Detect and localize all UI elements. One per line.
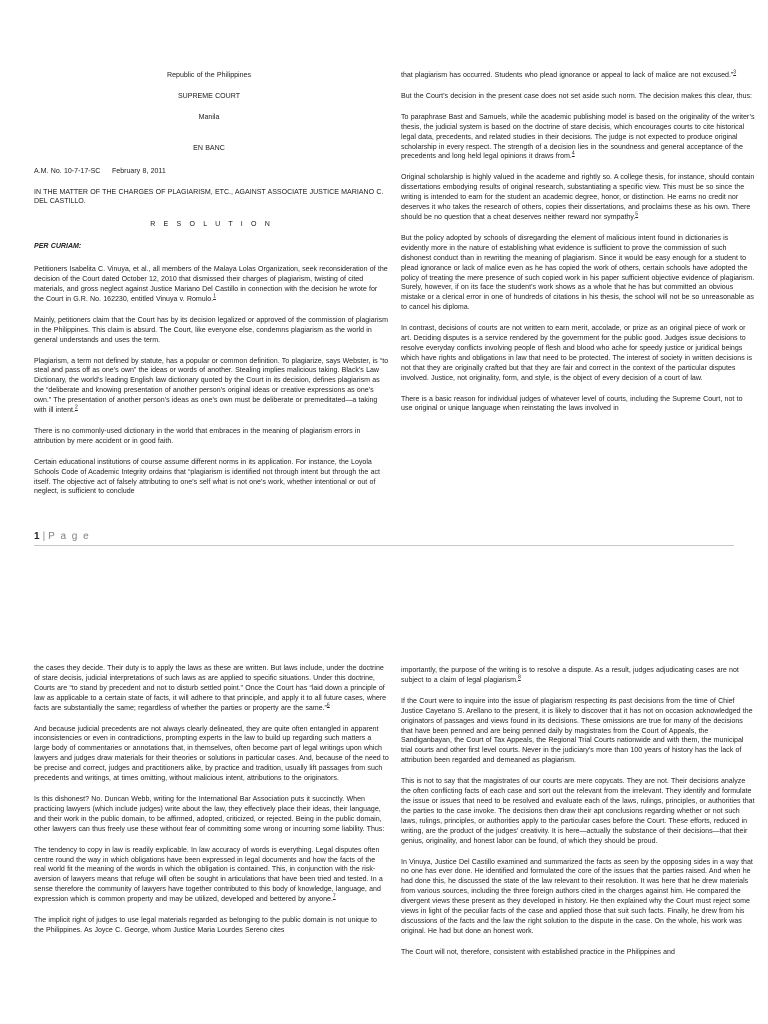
footnote-ref[interactable]: 7 [332, 893, 336, 900]
page2-left-column [34, 664, 389, 947]
footnote-ref[interactable]: 1 [213, 293, 216, 300]
paragraph: The Court will not, therefore, consistent with established practice in the Philippines and [401, 948, 675, 956]
resolution-heading: R E S O L U T I O N [150, 221, 273, 229]
page-number-value: 1 [34, 531, 40, 542]
paragraph: And because judicial precedents are not always clearly delineated, they are quite often entangled in apparent inconsistencies or even in contradictions, prompting experts in the law to build up regarding such matters a large body of commentaries or annotations that, in themselves, often become part of legal writings upon which lawyers and judges draw materials for their theories or solutions in particular cases. And, because of the need to be precise and correct, judges and practitioners alike, by practice and tradition, usually lift passages from such precedents and writings, at times omitting, without malicious intent, attributions to the originators. [34, 725, 389, 783]
paragraph: The implicit right of judges to use legal materials regarded as belonging to the public domain is not unique to the Philippines. As Joyce C. George, whom Justice Maria Lourdes Sereno cites [34, 917, 377, 934]
decision-date: February 8, 2011 [112, 167, 166, 175]
court-header [29, 71, 389, 154]
paragraph: Petitioners Isabelita C. Vinuya, et al., all members of the Malaya Lolas Organization, seek reconsideration of the decision of the Court dated October 12, 2010 that dismissed their charges of plagiarism, twisting of cited materials, and gross neglect against Justice Mariano Del Castillo in connection with the decision he wrote for the Court in G.R. No. 162230, entitled Vinuya v. Romulo.$^1$ [34, 266, 388, 303]
footnote-ref[interactable]: 6 [326, 702, 330, 709]
footnote-ref[interactable]: 4 [571, 151, 575, 158]
paragraph: There is no commonly-used dictionary in the world that embraces in the meaning of plagiarism errors in attribution by mere accident or in good faith. [34, 427, 361, 445]
am-number: A.M. No. 10-7-17-SC [34, 167, 101, 175]
footnote-ref[interactable]: 3 [733, 69, 737, 76]
page2-right-column [401, 666, 756, 969]
paragraph: Is this dishonest? No. Duncan Webb, writing for the International Bar Association puts it succinctly. When practicing lawyers (which include judges) write about the law, they effectively place their ideas, their language, and their work in the public domain, to be affirmed, adopted, criticized, or rejected. Being in the public domain, other lawyers can thus freely use these without fear of committing some wrong or incurring some liability. Thus: [34, 795, 385, 833]
paragraph: importantly, the purpose of the writing is to resolve a dispute. As a result, judges adjudicating cases are not subject to a claim of legal plagiarism.$^8$ [401, 667, 739, 684]
paragraph: To paraphrase Bast and Samuels, while the academic publishing model is based on the originality of the writer’s thesis, the judicial system is based on the doctrine of stare decisis, which encourages courts to cite historical legal data, precedents, and related studies in their decisions. The judge is not expected to produce original scholarship in every respect. The strength of a decision lies in the soundness and general acceptance of the precedents and long held legal opinions it draws from.$^4$ [401, 113, 755, 161]
division: EN BANC [193, 144, 225, 152]
paragraph: There is a basic reason for individual judges of whatever level of courts, including the Supreme Court, not to use original or unique language when reinstating the laws involved in [401, 395, 743, 413]
paragraph: The tendency to copy in law is readily explicable. In law accuracy of words is everything. Legal disputes often centre round the way in which obligations have been expressed in legal documents and how the facts of the real world fit the meaning of the words in which the obligation is contained. This, in conjunction with the risk-aversion of lawyers means that refuge will often be sought in articulations that have been tried and tested. In a sense therefore the community of lawyers have together contributed to this body of knowledge, language, and expression which is common property and may be utilized, developed and bettered by anyone.$^7$ [34, 846, 383, 904]
paragraph: If the Court were to inquire into the issue of plagiarism respecting its past decisions from the time of Chief Justice Cayetano S. Arellano to the present, it is likely to discover that it has not on occasion acknowledged the originators of passages and views found in its decisions. These omissions are true for many of the decisions that have been penned and are being penned daily by magistrates from the Court of Appeals, the Sandiganbayan, the Court of Tax Appeals, the Regional Trial Courts nationwide and with them, the municipal trial courts and other first level courts. Never in the judiciary’s more than 100 years of history has the lack of attribution been regarded and demeaned as plagiarism. [401, 697, 753, 765]
page-separator: | [42, 531, 46, 542]
paragraph: But the Court’s decision in the present case does not set aside such norm. The decision makes this clear, thus: [401, 92, 752, 100]
page1-right-column [401, 71, 756, 425]
paragraph: Mainly, petitioners claim that the Court has by its decision legalized or approved of the commission of plagiarism in the Philippines. This claim is absurd. The Court, like everyone else, condemns plagiarism as the world in general understands and uses the term. [34, 316, 388, 344]
page1-left-column [34, 71, 389, 508]
per-curiam: PER CURIAM: [34, 243, 82, 251]
paragraph: Original scholarship is highly valued in the academe and rightly so. A college thesis, for instance, should contain dissertations embodying results of original research, substantiating a specific view. This must be so since the writing is intended to earn for the student an academic degree, honor, or distinction. He earns no credit nor deserves it who takes the research of others, copies their dissertations, and proclaims these as his own. There should be no question that a cheat deserves neither reward nor sympathy.$^5$ [401, 174, 755, 221]
paragraph: the cases they decide. Their duty is to apply the laws as these are written. But laws include, under the doctrine of stare decisis, judicial interpretations of such laws as are applied to specific situations. Under this doctrine, Courts are “to stand by precedent and not to disturb settled point.” Once the Court has “laid down a principle of law as applicable to a certain state of facts, it will adhere to that principle, and apply it to all future cases, where facts are substantially the same; regardless of whether the parties or property are the same.”$^6$ [34, 665, 387, 712]
court-city: Manila [198, 113, 220, 121]
paragraph: that plagiarism has occurred. Students who plead ignorance or appeal to lack of malice are not excused.”$^3$ [401, 69, 737, 79]
footnote-ref[interactable]: 5 [635, 211, 639, 218]
paragraph: In Vinuya, Justice Del Castillo examined and summarized the facts as seen by the opposing sides in a way that no one has ever done. He identified and formulated the core of the issues that the parties raised. And when he had done this, he discussed the state of the law relevant to their resolution. It was here that he drew materials from various sources, including the three foreign authors cited in the charges against him. He compared the divergent views these present as they developed in history. He then explained why the Court must reject some views in light of the peculiar facts of the case and applied those that suit such facts. Finally, he drew from his discussions of the facts and the law the right solution to the dispute in the case. On the whole, his work was original. He had but done an honest work. [401, 858, 753, 935]
republic-line: Republic of the Philippines [167, 72, 251, 79]
footnote-ref[interactable]: 8 [517, 674, 521, 681]
page-number [34, 531, 90, 542]
paragraph: This is not to say that the magistrates of our courts are mere copycats. They are not. Their decisions analyze the often conflicting facts of each case and sort out the relevant from the irrelevant. They identify and formulate the issue or issues that need to be resolved and evaluate each of the laws, rulings, principles, or authorities that the parties to the case invoke. The decisions then draw their apt conclusions regarding whether or not such laws, rulings, principles, or authorities apply to the particular cases before the Court. These efforts, reduced in writing, are the product of the judges’ creativity. It is here—actually the substance of their decisions—that their genius, originality, and honest labor can be found, of which they should be proud. [401, 778, 755, 845]
page-label: P a g e [48, 531, 91, 542]
case-number-row [34, 167, 389, 177]
paragraph: But the policy adopted by schools of disregarding the element of malicious intent found in dictionaries is evidently more in the nature of establishing what evidence is sufficient to prove the commission of such dishonest conduct than in rewriting the meaning of plagiarism. Since it would be easy enough for a student to plead ignorance or lack of malice even as he has copied the work of others, certain schools have adopted the policy of treating the mere presence of such copied work in his paper sufficient objective evidence of plagiarism. Surely, however, if on its face the student’s work shows as a whole that he has but committed an obvious mistake or a clerical error in one of hundreds of citations in his thesis, the school will not be so unreasonable as to cancel his diploma. [401, 234, 755, 312]
court-name: SUPREME COURT [177, 92, 241, 100]
case-caption: IN THE MATTER OF THE CHARGES OF PLAGIARISM, ETC., AGAINST ASSOCIATE JUSTICE MARIANO C. DEL CASTILLO. [34, 188, 384, 206]
paragraph: In contrast, decisions of courts are not written to earn merit, accolade, or prize as an original piece of work or art. Deciding disputes is a service rendered by the government for the public good. Judges issue decisions to resolve everyday conflicts involving people of flesh and blood who ache for speedy justice or juridical beings which have rights and obligations in law that need to be protected. The interest of society in written decisions is not that they are originally crafted but that they are fair and correct in the context of the particular disputes involved. Justice, not originality, form, and style, is the object of every decision of a court of law. [401, 325, 753, 382]
paragraph: Plagiarism, a term not defined by statute, has a popular or common definition. To plagiarize, says Webster, is “to steal and pass off as one’s own” the ideas or words of another. Stealing implies malicious taking. Black’s Law Dictionary, the world’s leading English law dictionary quoted by the Court in its decision, defines plagiarism as the “deliberate and knowing presentation of another person’s original ideas or creative expressions as one’s own.” The presentation of another person’s ideas as one’s own must be deliberate or premeditated—a taking with ill intent.$^2$ [34, 357, 389, 415]
footnote-ref[interactable]: 2 [74, 404, 78, 411]
page-footer [34, 531, 734, 546]
paragraph: Certain educational institutions of course assume different norms in its application. For instance, the Loyola Schools Code of Academic Integrity ordains that “plagiarism is identified not through intent but through the act itself. The objective act of falsely attributing to one’s self what is not one’s work, whether intentional or out of neglect, is sufficient to conclude [34, 458, 380, 496]
